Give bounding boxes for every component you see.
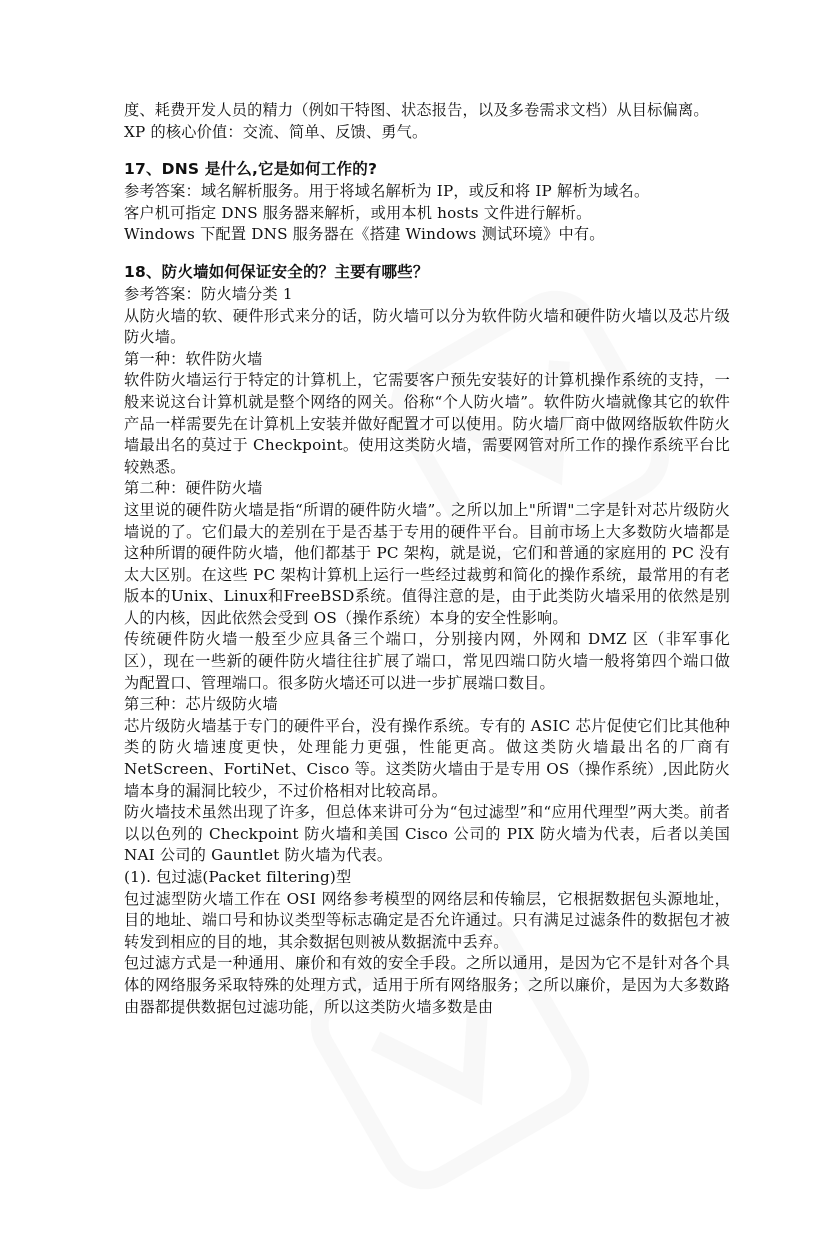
software-firewall-paragraph: 软件防火墙运行于特定的计算机上，它需要客户预先安装好的计算机操作系统的支持，一般来说这台计算机就是整个网络的网关。俗称“个人防火墙”。软件防火墙就像其它的软件产品一样需要先在计算机上安装并做好配置才可以使用。防火墙厂商中做网络版软件防火墙最出名的莫过于 Checkpoint。使用这类防火墙，需要网管对所工作的操作系统平台比较熟悉。 xyxy=(124,371,730,476)
packet-filter-paragraph: 包过滤型防火墙工作在 OSI 网络参考模型的网络层和传输层，它根据数据包头源地址，目的地址、端口号和协议类型等标志确定是否允许通过。只有满足过滤条件的数据包才被转发到相应的目的地，其余数据包则被从数据流中丢弃。 xyxy=(124,889,730,951)
packet-filter-method-paragraph: 包过滤方式是一种通用、廉价和有效的安全手段。之所以通用，是因为它不是针对各个具体的网络服务采取特殊的处理方式，适用于所有网络服务；之所以廉价，是因为大多数路由器都提供数据包过滤功能，所以这类防火墙多数是由 xyxy=(124,954,730,1016)
software-firewall-title: 第一种：软件防火墙 xyxy=(124,349,263,368)
dns-heading: 17、DNS 是什么,它是如何工作的? xyxy=(124,160,378,179)
dns-windows-line: Windows 下配置 DNS 服务器在《搭建 Windows 测试环境》中有。 xyxy=(124,225,605,244)
hardware-ports-paragraph: 传统硬件防火墙一般至少应具备三个端口，分别接内网，外网和 DMZ 区（非军事化区），现在一些新的硬件防火墙往往扩展了端口，常见四端口防火墙一般将第四个端口做为配置口、管理端口。很多防火墙还可以进一步扩展端口数目。 xyxy=(124,630,730,692)
dns-answer-line: 参考答案：域名解析服务。用于将域名解析为 IP，或反和将 IP 解析为域名。 xyxy=(124,182,650,201)
xp-values-line: XP 的核心价值：交流、简单、反馈、勇气。 xyxy=(124,122,428,141)
chip-firewall-title: 第三种：芯片级防火墙 xyxy=(124,695,278,714)
intro-paragraph: 度、耗费开发人员的精力（例如干特图、状态报告，以及多卷需求文档）从目标偏离。 xyxy=(124,101,709,119)
document-page xyxy=(124,100,730,1018)
dns-client-line: 客户机可指定 DNS 服务器来解析，或用本机 hosts 文件进行解析。 xyxy=(124,203,592,222)
firewall-heading: 18、防火墙如何保证安全的？主要有哪些？ xyxy=(124,262,429,281)
hardware-firewall-title: 第二种：硬件防火墙 xyxy=(124,479,263,498)
hardware-firewall-paragraph: 这里说的硬件防火墙是指“所谓的硬件防火墙”。之所以加上"所谓"二字是针对芯片级防火墙说的了。它们最大的差别在于是否基于专用的硬件平台。目前市场上大多数防火墙都是这种所谓的硬件防火墙，他们都基于 PC 架构，就是说，它们和普通的家庭用的 PC 没有太大区别。在这些 PC 架构计算机上运行一些经过裁剪和简化的操作系统，最常用的有老版本的Unix、Linux和FreeBSD系统。值得注意的是，由于此类防火墙采用的依然是别人的内核，因此依然会受到 OS（操作系统）本身的安全性影响。 xyxy=(124,500,730,627)
firewall-classification-paragraph: 从防火墙的软、硬件形式来分的话，防火墙可以分为软件防火墙和硬件防火墙以及芯片级防火墙。 xyxy=(124,306,730,347)
chip-firewall-paragraph: 芯片级防火墙基于专门的硬件平台，没有操作系统。专有的 ASIC 芯片促使它们比其他种类的防火墙速度更快，处理能力更强，性能更高。做这类防火墙最出名的厂商有 NetScreen、FortiNet、Cisco 等。这类防火墙由于是专用 OS（操作系统）,因此防火墙本身的漏洞比较少，不过价格相对比较高昂。 xyxy=(124,716,730,800)
firewall-tech-paragraph: 防火墙技术虽然出现了许多，但总体来讲可分为“包过滤型”和“应用代理型”两大类。前者以以色列的 Checkpoint 防火墙和美国 Cisco 公司的 PIX 防火墙为代表，后者以美国 NAI 公司的 Gauntlet 防火墙为代表。 xyxy=(124,803,730,865)
packet-filter-title: (1). 包过滤(Packet filtering)型 xyxy=(124,868,352,886)
firewall-answer-line: 参考答案：防火墙分类 1 xyxy=(124,284,293,303)
